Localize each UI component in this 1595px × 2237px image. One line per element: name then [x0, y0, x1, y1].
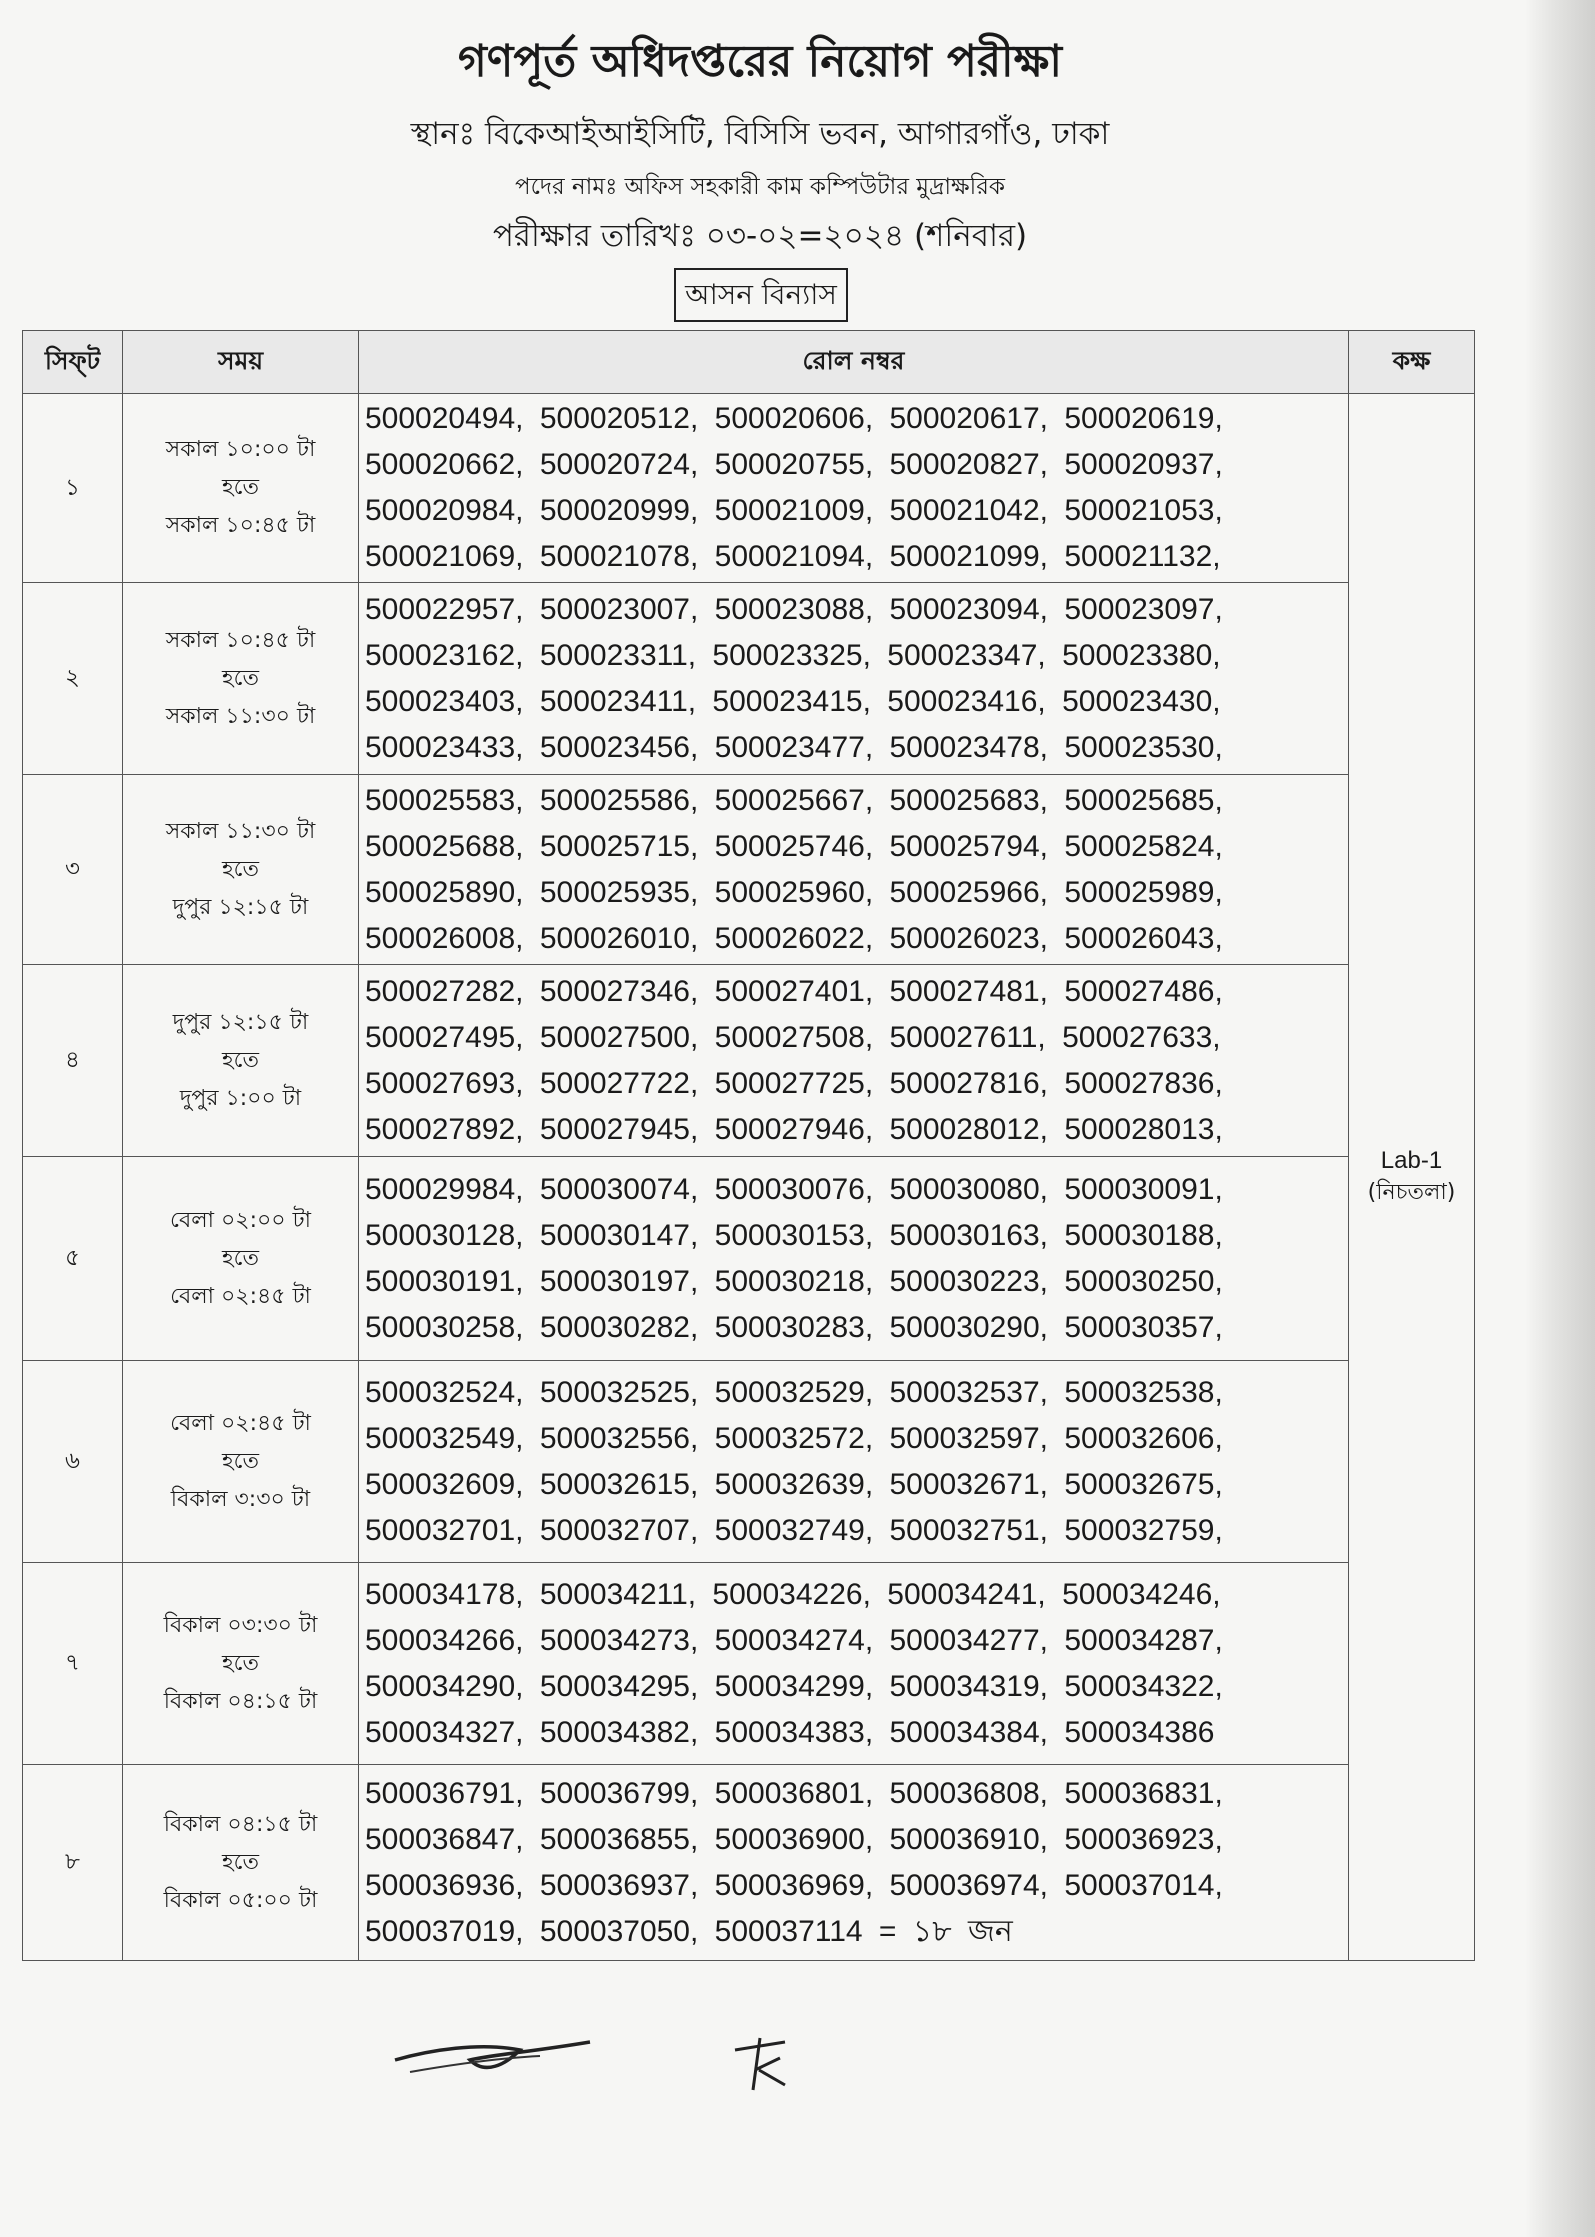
time-end: দুপুর ১২:১৫ টা: [172, 894, 309, 920]
venue-line: স্থানঃ বিকেআইআইসিটি, বিসিসি ভবন, আগারগাঁও, ঢাকা: [410, 116, 1110, 152]
roll-numbers: 500025583, 500025586, 500025667, 500025683, 500025685, 500025688, 500025715, 500025746, 500025794, 500025824, 500025890, 500025935, 500025960, 500025966, 500025989, 500026008, 500026010, 500026022, 500026023, 500026043,: [359, 775, 1349, 965]
shift-number: ৬: [23, 1361, 123, 1563]
time-end: বিকাল ০৫:০০ টা: [163, 1887, 318, 1913]
time-start: বিকাল ০৪:১৫ টা: [163, 1811, 318, 1837]
scanned-page-edge: [1525, 0, 1595, 2237]
table-row: [23, 394, 1475, 583]
signature-2: [725, 2030, 805, 2100]
time-end: দুপুর ১:০০ টা: [179, 1085, 302, 1111]
table-row: [23, 1157, 1475, 1361]
roll-numbers: 500022957, 500023007, 500023088, 500023094, 500023097, 500023162, 500023311, 500023325, 500023347, 500023380, 500023403, 500023411, 500023415, 500023416, 500023430, 500023433, 500023456, 500023477, 500023478, 500023530,: [359, 583, 1349, 775]
time-to: হতে: [222, 1245, 259, 1271]
room-floor: (নিচতলা): [1367, 1180, 1456, 1205]
table-row: [23, 1361, 1475, 1563]
column-header-shift: সিফ্‌ট: [23, 331, 123, 394]
time-to: হতে: [222, 856, 259, 882]
roll-numbers: 500032524, 500032525, 500032529, 500032537, 500032538, 500032549, 500032556, 500032572, 500032597, 500032606, 500032609, 500032615, 500032639, 500032671, 500032675, 500032701, 500032707, 500032749, 500032751, 500032759,: [359, 1361, 1349, 1563]
room-name: Lab-1: [1380, 1147, 1443, 1174]
column-header-time: সময়: [123, 331, 359, 394]
time-to: হতে: [222, 475, 259, 500]
shift-time: [123, 1361, 359, 1563]
exam-date-line: পরীক্ষার তারিখঃ ০৩-০২=২০২৪ (শনিবার): [492, 218, 1028, 254]
time-to: হতে: [222, 665, 259, 691]
shift-number: ৫: [23, 1157, 123, 1361]
table-row: [23, 965, 1475, 1157]
shift-time: [123, 1765, 359, 1961]
time-start: সকাল ১১:৩০ টা: [165, 818, 316, 844]
table-row: [23, 1563, 1475, 1765]
table-row: [23, 775, 1475, 965]
shift-time: [123, 775, 359, 965]
time-start: দুপুর ১২:১৫ টা: [172, 1009, 309, 1035]
shift-time: [123, 394, 359, 583]
time-start: সকাল ১০:৪৫ টা: [165, 627, 316, 653]
column-header-room: কক্ষ: [1349, 331, 1475, 394]
shift-time: [123, 1157, 359, 1361]
roll-numbers: 500020494, 500020512, 500020606, 500020617, 500020619, 500020662, 500020724, 500020755, 500020827, 500020937, 500020984, 500020999, 500021009, 500021042, 500021053, 500021069, 500021078, 500021094, 500021099, 500021132,: [359, 394, 1349, 583]
table-row: [23, 583, 1475, 775]
shift-time: [123, 1563, 359, 1765]
shift-number: ৭: [23, 1563, 123, 1765]
signature-1: [390, 2020, 600, 2100]
time-end: সকাল ১১:৩০ টা: [165, 703, 316, 729]
roll-numbers: 500034178, 500034211, 500034226, 500034241, 500034246, 500034266, 500034273, 500034274, 500034277, 500034287, 500034290, 500034295, 500034299, 500034319, 500034322, 500034327, 500034382, 500034383, 500034384, 500034386: [359, 1563, 1349, 1765]
time-start: বেলা ০২:০০ টা: [170, 1207, 311, 1233]
roll-numbers: 500029984, 500030074, 500030076, 500030080, 500030091, 500030128, 500030147, 500030153, 500030163, 500030188, 500030191, 500030197, 500030218, 500030223, 500030250, 500030258, 500030282, 500030283, 500030290, 500030357,: [359, 1157, 1349, 1361]
time-to: হতে: [222, 1448, 259, 1474]
table-header-row: [23, 331, 1475, 394]
time-start: বিকাল ০৩:৩০ টা: [163, 1612, 318, 1638]
room-cell: [1349, 394, 1475, 1961]
time-to: হতে: [222, 1047, 259, 1073]
shift-number: ৪: [23, 965, 123, 1157]
table-row: [23, 1765, 1475, 1961]
shift-number: ১: [23, 394, 123, 583]
exam-title: গণপূর্ত অধিদপ্তরের নিয়োগ পরীক্ষা: [457, 36, 1063, 87]
shift-number: ৮: [23, 1765, 123, 1961]
shift-number: ২: [23, 583, 123, 775]
shift-time: [123, 583, 359, 775]
shift-number: ৩: [23, 775, 123, 965]
time-start: সকাল ১০:০০ টা: [165, 437, 316, 462]
time-end: বিকাল ৩:৩০ টা: [170, 1486, 311, 1512]
post-name-line: পদের নামঃ অফিস সহকারী কাম কম্পিউটার মুদ্রাক্ষরিক: [515, 174, 1005, 200]
roll-numbers: 500036791, 500036799, 500036801, 500036808, 500036831, 500036847, 500036855, 500036900, 500036910, 500036923, 500036936, 500036937, 500036969, 500036974, 500037014, 500037019, 500037050, 500037114 = ১৮ জন: [359, 1765, 1349, 1961]
time-end: সকাল ১০:৪৫ টা: [165, 513, 316, 538]
time-end: বেলা ০২:৪৫ টা: [170, 1283, 311, 1309]
seat-plan-table: [22, 330, 1475, 1961]
roll-numbers: 500027282, 500027346, 500027401, 500027481, 500027486, 500027495, 500027500, 500027508, 500027611, 500027633, 500027693, 500027722, 500027725, 500027816, 500027836, 500027892, 500027945, 500027946, 500028012, 500028013,: [359, 965, 1349, 1157]
column-header-roll: রোল নম্বর: [359, 331, 1349, 394]
shift-time: [123, 965, 359, 1157]
time-to: হতে: [222, 1849, 259, 1875]
seat-plan-label: আসন বিন্যাস: [674, 268, 848, 322]
time-start: বেলা ০২:৪৫ টা: [170, 1410, 311, 1436]
time-end: বিকাল ০৪:১৫ টা: [163, 1688, 318, 1714]
time-to: হতে: [222, 1650, 259, 1676]
